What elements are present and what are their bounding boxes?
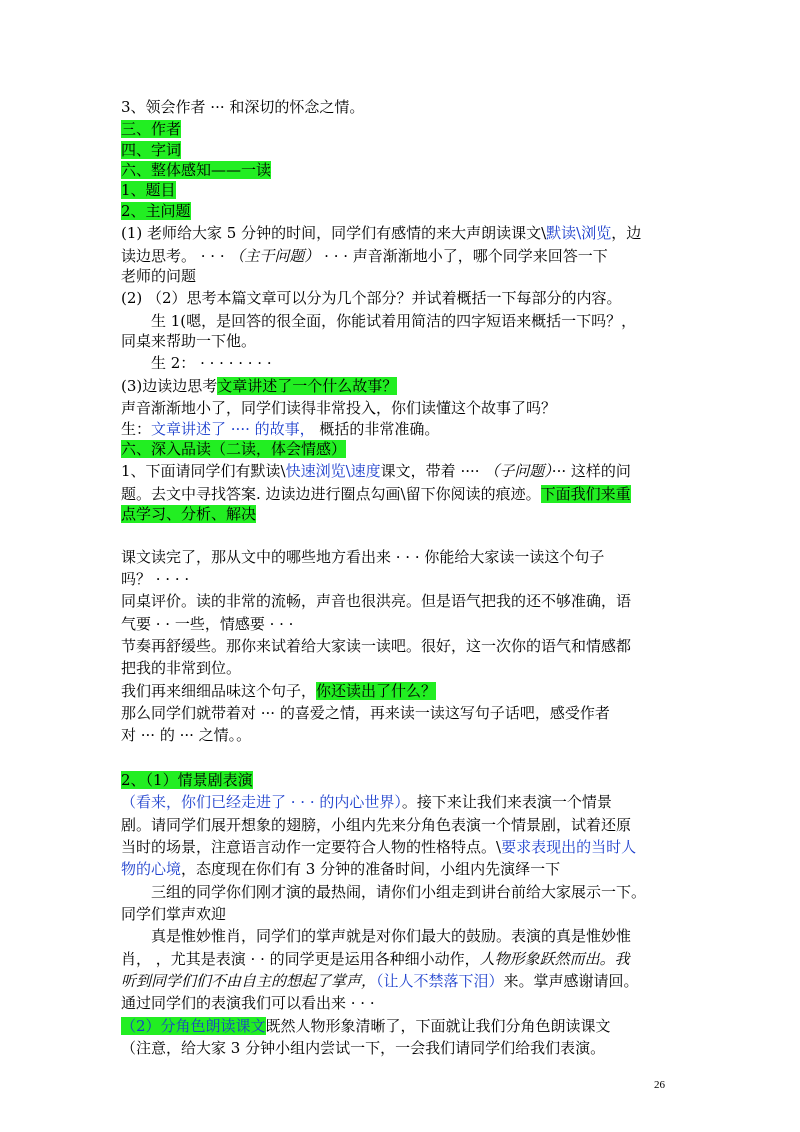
text-segment: （让人不禁落下泪） (376, 972, 504, 990)
text-segment: 吗？ · · · · (121, 570, 190, 588)
text-line (121, 439, 691, 459)
text-segment: （2）分角色朗读课文 (121, 1017, 266, 1035)
text-line (121, 376, 691, 396)
text-segment: 物的心境 (121, 860, 182, 878)
text-segment: 六、整体感知——一读 (121, 161, 272, 179)
text-segment: （看来，你们已经走进了 · · · 的内心世界） (121, 793, 402, 811)
text-segment: 同桌评价。读的非常的流畅，声音也很洪亮。但是语气把我的还不够准确，语 (121, 592, 632, 610)
text-segment: 剧。请同学们展开想象的翅膀，小组内先来分角色表演一个情景剧，试着还原 (121, 816, 632, 834)
text-line (121, 1038, 691, 1058)
text-segment: 声音渐渐地小了，同学们读得非常投入，你们读懂这个故事了吗？ (121, 399, 557, 417)
text-segment: 下面我们来重 (540, 485, 631, 503)
text-segment: 四、字词 (121, 141, 182, 159)
text-segment: (1) 老师给大家 5 分钟的时间，同学们有感情的来大声朗读课文\ (121, 224, 547, 242)
text-segment: 1、题目 (121, 181, 176, 199)
text-line (151, 882, 721, 902)
text-segment: 既然人物形象清晰了，下面就让我们分角色朗读课文 (265, 1017, 611, 1035)
text-line (121, 246, 691, 266)
text-segment: 通过同学们的表演我们可以看出来 · · · (121, 994, 375, 1012)
text-segment: 我们再来细细品味这个句子， (121, 682, 317, 700)
text-segment: ，态度现在你们有 3 分钟的准备时间，小组内先演绎一下 (181, 860, 561, 878)
text-line (121, 815, 691, 835)
text-line (121, 398, 691, 418)
text-segment: 默读\浏览 (546, 224, 612, 242)
text-segment: 六、深入品读（二读，体会情感） (121, 440, 347, 458)
text-line (121, 591, 691, 611)
text-line (121, 419, 691, 439)
text-segment: 1、下面请同学们有默读\ (121, 462, 286, 480)
text-line (121, 180, 691, 200)
text-line (121, 484, 691, 504)
text-line (151, 926, 721, 946)
text-line (121, 792, 691, 812)
text-line (121, 1016, 691, 1036)
text-segment: 三组的同学你们刚才演的最热闹，请你们小组走到讲台前给大家展示一下。 (151, 883, 647, 901)
text-segment: 点学习、分析、解决 (121, 505, 257, 523)
text-segment: 把我的非常到位。 (121, 659, 242, 677)
text-line (151, 311, 721, 331)
text-line (121, 703, 691, 723)
text-segment: 课文读完了，那从文中的哪些地方看出来 · · · 你能给大家读一读这个句子 (121, 548, 605, 566)
text-segment: 你还读出了什么？ (316, 682, 437, 700)
text-line (121, 904, 691, 924)
text-segment: 听到同学们们不由自主的想起了掌声， (121, 972, 377, 990)
text-segment: (2) （2）思考本篇文章可以分为几个部分？并试着概括一下每部分的内容。 (121, 289, 622, 307)
text-segment: 同学们掌声欢迎 (121, 905, 227, 923)
text-line (121, 97, 691, 117)
text-line (121, 288, 691, 308)
text-line (121, 993, 691, 1013)
text-segment: 2、主问题 (121, 202, 191, 220)
text-segment: 人物形象跃然而出。我 (479, 950, 630, 968)
text-line (121, 614, 691, 634)
text-line (121, 119, 691, 139)
text-segment: 快速浏览\速度 (285, 462, 381, 480)
text-line (121, 636, 691, 656)
text-line (121, 266, 691, 286)
text-line (121, 140, 691, 160)
text-line (121, 725, 691, 745)
text-segment: 概括的非常准确。 (314, 420, 440, 438)
text-line (121, 331, 691, 351)
text-line (121, 770, 691, 790)
text-line (121, 461, 691, 481)
text-segment: 同桌来帮助一下他。 (121, 332, 257, 350)
text-segment: 真是惟妙惟肖，同学们的掌声就是对你们最大的鼓励。表演的真是惟妙惟 (151, 927, 632, 945)
text-segment: 文章讲述了一个什么故事？ (217, 377, 398, 395)
text-segment: ··· 这样的问 (551, 462, 631, 480)
text-segment: 3、领会作者 ··· 和深切的怀念之情。 (121, 98, 365, 116)
text-segment: 要求表现出的当时人 (501, 838, 637, 856)
text-line (151, 353, 721, 373)
text-segment: 生 1(嗯，是回答的很全面，你能试着用简洁的四字短语来概括一下吗？， (151, 312, 637, 330)
text-segment: · · · 声音渐渐地小了，哪个同学来回答一下 (319, 247, 608, 265)
text-segment: （注意，给大家 3 分钟小组内尝试一下，一会我们请同学们给我们表演。 (121, 1039, 606, 1057)
text-segment: 生 2： · · · · · · · · (151, 354, 272, 372)
text-line (121, 504, 691, 524)
text-line (121, 837, 691, 857)
text-line (121, 658, 691, 678)
text-segment: 气要 · · 一些，情感要 · · · (121, 615, 294, 633)
text-segment: （子问题） (484, 462, 552, 480)
text-segment: 来。掌声感谢请回。 (503, 972, 639, 990)
text-segment: 那么同学们就带着对 ··· 的喜爱之情，再来读一读这写句子话吧，感受作者 (121, 704, 610, 722)
text-line (121, 547, 691, 567)
text-segment: 肖， ，尤其是表演 · · 的同学更是运用各种细小动作， (121, 950, 480, 968)
text-line (121, 949, 691, 969)
text-segment: 读边思考。 · · · (121, 247, 230, 265)
text-line (121, 681, 691, 701)
text-segment: 文章讲述了 ···· 的故事， (151, 420, 315, 438)
text-segment: (3)边读边思考 (121, 377, 218, 395)
text-line (121, 971, 691, 991)
text-segment: 题。去文中寻找答案. 边读边进行圈点勾画\留下你阅读的痕迹。 (121, 485, 541, 503)
text-segment: 2、（1）情景剧表演 (121, 771, 253, 789)
text-segment: 三、作者 (121, 120, 182, 138)
text-line (121, 201, 691, 221)
text-segment: （主干问题） (229, 247, 320, 265)
text-line (121, 569, 691, 589)
text-segment: 生： (121, 420, 152, 438)
page-number: 26 (654, 1079, 665, 1091)
text-segment: 当时的场景，注意语言动作一定要符合人物的性格特点。\ (121, 838, 502, 856)
text-segment: 课文，带着 ···· (380, 462, 485, 480)
text-segment: 。接下来让我们来表演一个情景 (401, 793, 612, 811)
text-line (121, 160, 691, 180)
text-segment: 老师的问题 (121, 267, 197, 285)
text-segment: 节奏再舒缓些。那你来试着给大家读一读吧。很好，这一次你的语气和情感都 (121, 637, 632, 655)
text-segment: ，边 (611, 224, 642, 242)
text-line (121, 859, 691, 879)
text-line (121, 223, 691, 243)
text-segment: 对 ··· 的 ··· 之情。。 (121, 726, 252, 744)
